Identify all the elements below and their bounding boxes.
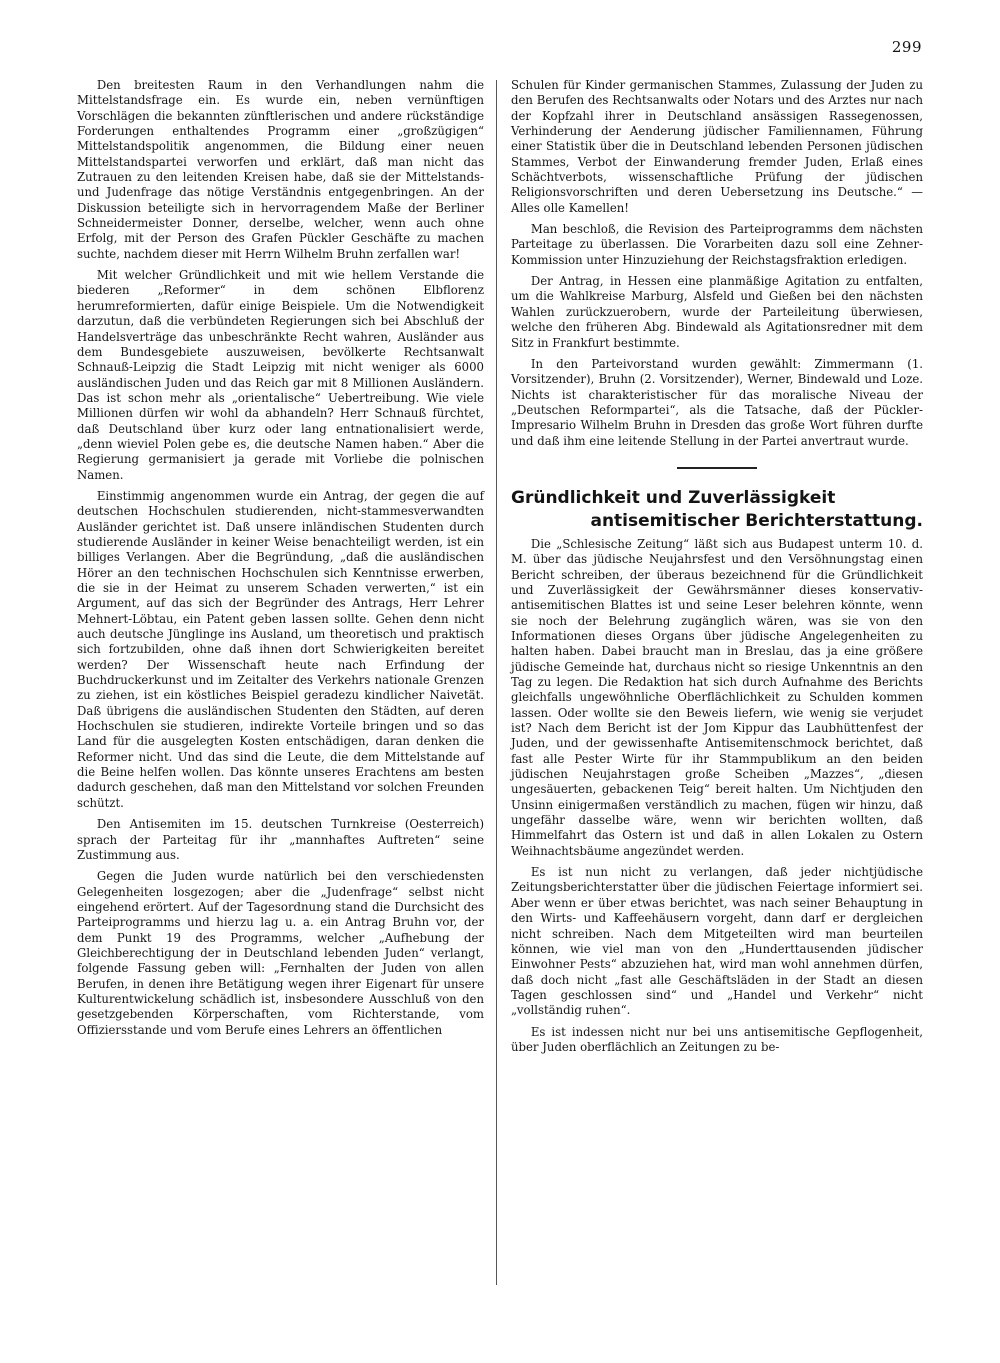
paragraph: Man beschloß, die Revision des Parteiprogramms dem nächsten Parteitage zu überlassen. Die Vorarbeiten dazu soll eine Zehner-Kommission unter Hinzuziehung der Reichstagsfraktion erledigen. bbox=[511, 222, 923, 267]
heading-line-2: antisemitischer Berichterstattung. bbox=[590, 510, 923, 531]
paragraph: Die „Schlesische Zeitung“ läßt sich aus Budapest unterm 10. d. M. über das jüdische Neujahrsfest und den Versöhnungstag einen Bericht schreiben, der überaus bezeichnend für die Gründlichkeit und Zuverlässigkeit der Gewährsmänner dieses konservativ-antisemitischen Blattes ist und seine Leser belehren könnte, wenn sie noch der Belehrung zugänglich wären, was sie von den Informationen dieses Organs über jüdische Angelegenheiten zu halten haben. Dabei braucht man in Breslau, das ja eine größere jüdische Gemeinde hat, durchaus nicht so riesige Unkenntnis an den Tag zu legen. Die Redaktion hat sich durch Aufnahme des Berichts gleichfalls ungewöhnliche Oberflächlichkeit zu Schulden kommen lassen. Oder wollte sie den Beweis liefern, wie wenig sie verjudet ist? Nach dem Bericht ist der Jom Kippur das Laubhüttenfest der Juden, und der gewissenhafte Antisemitenschmock berichtet, daß fast alle Pester Wirte für ihr Stammpublikum an den beiden jüdischen Neujahrstagen große Scheiben „Mazzes“, „diesen ungesäuerten, gebackenen Teig“ bereit halten. Um Nichtjuden den Unsinn einigermaßen verständlich zu machen, fügen wir hinzu, daß ungefähr dasselbe wäre, wenn wir berichten wollten, daß Himmelfahrt das Ostern ist und daß in allen Lokalen zu Ostern Weihnachtsbäume angezündet werden. bbox=[511, 536, 923, 858]
paragraph: Gegen die Juden wurde natürlich bei den verschiedensten Gelegenheiten losgezogen; aber die „Judenfrage“ selbst nicht eingehend erörtert. Auf der Tagesordnung stand die Durchsicht des Parteiprogramms und hierzu lag u. a. ein Antrag Bruhn vor, der dem Punkt 19 des Programms, welcher „Aufhebung der Gleichberechtigung der in Deutschland lebenden Juden“ verlangt, folgende Fassung geben will: „Fernhalten der Juden von allen Berufen, in denen ihre Betätigung wegen ihrer Eigenart für unsere Kulturentwickelung schädlich ist, insbesondere Ausschluß von den gesetzgebenden Körperschaften, vom Richterstande, vom Offiziersstande und vom Berufe eines Lehrers an öffentlichen bbox=[77, 869, 484, 1037]
page-number: 299 bbox=[891, 38, 922, 56]
paragraph: Mit welcher Gründlichkeit und mit wie hellem Verstande die biederen „Reformer“ in dem schönen Elbflorenz herumreformierten, dafür einige Beispiele. Um die Notwendigkeit darzutun, daß die verbündeten Regierungen sich bei Abschluß der Handelsverträge das unbeschränkte Recht wahren, Ausländer aus dem Bundesgebiete auszuweisen, bevölkerte Rechtsanwalt Schnauß-Leipzig die Stadt Leipzig mit nicht weniger als 6000 ausländischen Juden und das Reich gar mit 8 Millionen Ausländern. Das ist schon mehr als „orientalische“ Uebertreibung. Wie viele Millionen dürfen wir wohl da abhandeln? Herr Schnauß fürchtet, daß Deutschland über kurz oder lang entnationalisiert werde, „denn wieviel Polen gebe es, die deutsche Namen haben.“ Aber die Regierung germanisiert ja gerade mit Vorliebe die polnischen Namen. bbox=[77, 268, 484, 482]
paragraph: Es ist indessen nicht nur bei uns antisemitische Gepflogenheit, über Juden oberflächlich an Zeitungen zu be- bbox=[511, 1024, 923, 1054]
paragraph: Einstimmig angenommen wurde ein Antrag, der gegen die auf deutschen Hochschulen studierenden, nicht-stammesverwandten Ausländer gerichtet ist. Daß unsere inländischen Studenten durch studierende Ausländer in keiner Weise benachteiligt werden, ist ein billiges Verlangen. Aber die Begründung, „daß die ausländischen Hörer an den technischen Hochschulen sich Kenntnisse erwerben, die sie in der Heimat zu unserem Schaden verwerten,“ ist ein Argument, auf das sich der Begründer des Antrags, Herr Lehrer Mehnert-Löbtau, ein Patent geben lassen sollte. Gehen denn nicht auch deutsche Jünglinge ins Ausland, um theoretisch und praktisch sich fortzubilden, ohne daß ihnen dort Schwierigkeiten bereitet werden? Der Wissenschaft heute nach Erfindung der Buchdruckerkunst und im Zeitalter des Verkehrs nationale Grenzen zu ziehen, ist ein köstliches Beispiel geradezu kindlicher Naivetät. Daß übrigens die ausländischen Studenten den Städten, auf deren Hochschulen sie studieren, indirekte Vorteile bringen und so das Land für die ausgelegten Kosten entschädigen, daran denken die Reformer nicht. Und das sind die Leute, die dem Mittelstande auf die Beine helfen wollen. Das könnte unseres Erachtens am besten dadurch geschehen, daß man den Mittelstand vor solchen Freunden schützt. bbox=[77, 488, 484, 810]
left-column bbox=[77, 78, 484, 1044]
paragraph: Den Antisemiten im 15. deutschen Turnkreise (Oesterreich) sprach der Parteitag für ihr „mannhaftes Auftreten“ seine Zustimmung aus. bbox=[77, 817, 484, 862]
right-column bbox=[511, 78, 923, 1061]
paragraph: Der Antrag, in Hessen eine planmäßige Agitation zu entfalten, um die Wahlkreise Marburg, Alsfeld und Gießen bei den nächsten Wahlen zurückzuerobern, wurde der Parteileitung überwiesen, welche den früheren Abg. Bindewald als Agitationsredner mit dem Sitz in Frankfurt bestimmte. bbox=[511, 274, 923, 350]
paragraph: In den Parteivorstand wurden gewählt: Zimmermann (1. Vorsitzender), Bruhn (2. Vorsitzender), Werner, Bindewald und Loze. Nichts ist charakteristischer für das moralische Niveau der „Deutschen Reformpartei“, als die Tatsache, daß der Pückler-Impresario Wilhelm Bruhn in Dresden das große Wort führen durfte und daß ihm eine leitende Stellung in der Partei anvertraut wurde. bbox=[511, 356, 923, 448]
heading-line-1: Gründlichkeit und Zuverlässigkeit bbox=[511, 487, 836, 508]
paragraph: Schulen für Kinder germanischen Stammes, Zulassung der Juden zu den Berufen des Rechtsanwalts oder Notars und des Arztes nur nach der Kopfzahl ihrer in Deutschland ansässigen Rassegenossen, Verhinderung der Aenderung jüdischer Familiennamen, Führung einer Statistik über die in Deutschland lebenden Personen jüdischen Stammes, Verbot der Einwanderung fremder Juden, Erlaß eines Schächtverbots, wissenschaftliche Prüfung der jüdischen Religionsvorschriften und deren Uebersetzung ins Deutsche.“ — Alles olle Kamellen! bbox=[511, 78, 923, 215]
paragraph: Es ist nun nicht zu verlangen, daß jeder nichtjüdische Zeitungsberichterstatter über die jüdischen Feiertage informiert sei. Aber wenn er über etwas berichtet, was nach seiner Behauptung in den Wirts- und Kaffeehäusern vorgeht, dann darf er dergleichen nicht schreiben. Nach dem Mitgeteilten wird man beurteilen können, wie viel man von den „Hunderttausenden jüdischer Einwohner Pests“ abzuziehen hat, wird man wohl annehmen dürfen, daß doch nicht „fast alle Geschäftsläden in der Stadt an diesen Tagen geschlossen sind“ und „Handel und Verkehr“ nicht „vollständig ruhen“. bbox=[511, 865, 923, 1018]
section-separator bbox=[677, 467, 757, 469]
column-rule bbox=[496, 80, 497, 1285]
article-heading bbox=[511, 487, 923, 533]
paragraph: Den breitesten Raum in den Verhandlungen nahm die Mittelstandsfrage ein. Es wurde ein, neben vernünftigen Vorschlägen die bekannten zünftlerischen und andere rückständige Forderungen enthaltendes Programm einer „großzügigen“ Mittelstandspolitik angenommen, die Bildung einer neuen Mittelstandspartei verworfen und erklärt, daß man nicht das Zutrauen zu den leitenden Kreisen habe, daß sie der Mittelstands- und Judenfrage das nötige Verständnis entgegenbringen. An der Diskussion beteiligte sich in hervorragendem Maße der Berliner Schneidermeister Donner, derselbe, welcher, wenn auch ohne Erfolg, mit der Person des Grafen Pückler Geschäfte zu machen suchte, nachdem dieser mit Herrn Wilhelm Bruhn zerfallen war! bbox=[77, 78, 484, 261]
